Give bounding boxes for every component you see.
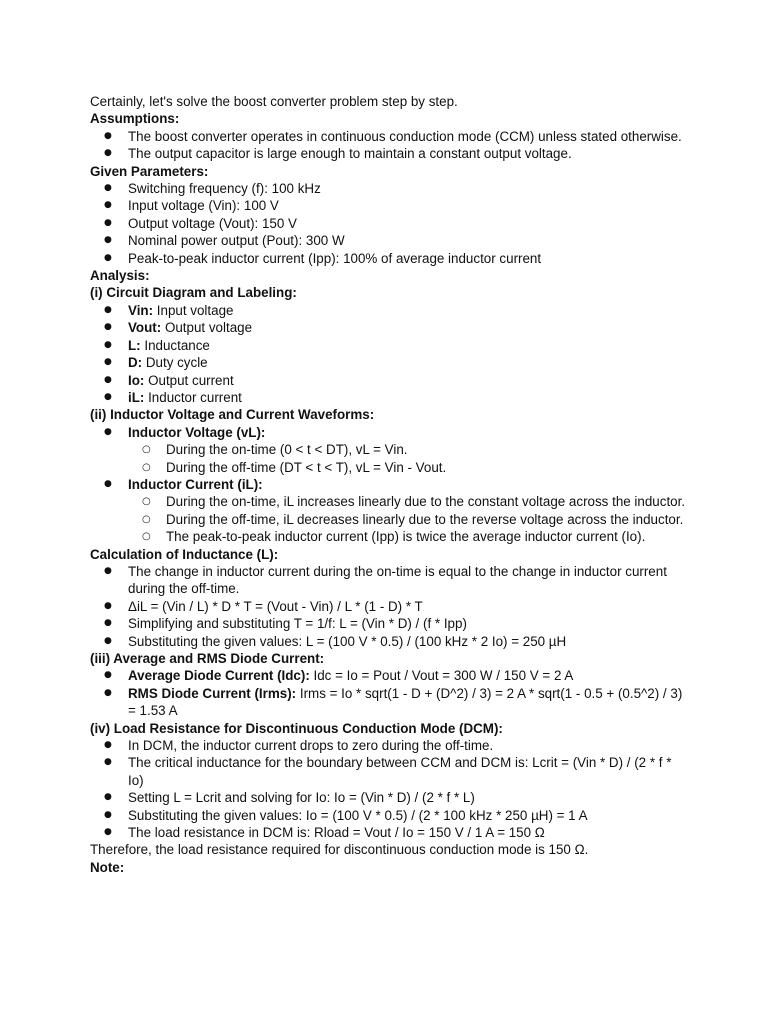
inductor-voltage-label: Inductor Voltage (vL): <box>128 424 266 440</box>
sublist-item: ○ During the on-time, iL increases linearly due to the constant voltage across the inductor. <box>90 493 690 510</box>
assumptions-heading: Assumptions: <box>90 111 180 127</box>
inductor-voltage-sublist <box>128 441 690 476</box>
list-item: ● Simplifying and substituting T = 1/f: L = (Vin * D) / (f * Ipp) <box>90 615 690 632</box>
given-parameters-heading: Given Parameters: <box>90 163 209 179</box>
term: Vin: <box>128 302 154 318</box>
list-item: ● Nominal power output (Pout): 300 W <box>90 232 690 249</box>
list-item <box>90 476 690 546</box>
term-desc: Inductor current <box>144 389 242 405</box>
term: Io: <box>128 372 145 388</box>
given-parameters-list <box>90 180 690 267</box>
intro-text: Certainly, let's solve the boost converter problem step by step. <box>90 94 458 109</box>
term-desc: Inductance <box>140 337 210 353</box>
document-body <box>90 93 690 876</box>
list-item <box>90 685 690 720</box>
sublist-item: ○ The peak-to-peak inductor current (Ipp) is twice the average inductor current (Io). <box>90 528 690 545</box>
list-item <box>90 354 690 371</box>
term-desc: Irms = Io * sqrt(1 - D + (D^2) / 3) = 2 A * sqrt(1 - 0.5 + (0.5^2) / 3) = 1.53 A <box>128 685 683 719</box>
term-desc: Idc = Io = Pout / Vout = 300 W / 150 V = 2 A <box>309 668 574 684</box>
diode-list <box>90 667 690 719</box>
list-item: ● ΔiL = (Vin / L) * D * T = (Vout - Vin) / L * (1 - D) * T <box>90 598 690 615</box>
dcm-list <box>90 737 690 841</box>
list-item: ● The critical inductance for the boundary between CCM and DCM is: Lcrit = (Vin * D) / (2 * f * Io) <box>90 754 690 789</box>
conclusion-text: Therefore, the load resistance required for discontinuous conduction mode is 150 Ω. <box>90 842 589 858</box>
assumptions-list <box>90 128 690 163</box>
term: L: <box>128 337 141 353</box>
inductance-heading: Calculation of Inductance (L): <box>90 546 279 562</box>
note-heading: Note: <box>90 859 125 875</box>
sublist-item: ○ During the off-time, iL decreases linearly due to the reverse voltage across the inductor. <box>90 511 690 528</box>
inductance-list <box>90 563 690 650</box>
list-item <box>90 302 690 319</box>
list-item <box>90 424 690 476</box>
sublist-item: ○ During the off-time (DT < t < T), vL = Vin - Vout. <box>90 459 690 476</box>
list-item: ● The load resistance in DCM is: Rload = Vout / Io = 150 V / 1 A = 150 Ω <box>90 824 690 841</box>
term: RMS Diode Current (Irms): <box>128 685 297 701</box>
circuit-labels-list <box>90 302 690 406</box>
list-item: ● Setting L = Lcrit and solving for Io: Io = (Vin * D) / (2 * f * L) <box>90 789 690 806</box>
list-item: ● Substituting the given values: Io = (100 V * 0.5) / (2 * 100 kHz * 250 µH) = 1 A <box>90 807 690 824</box>
list-item: ● Output voltage (Vout): 150 V <box>90 215 690 232</box>
list-item: ● The output capacitor is large enough to maintain a constant output voltage. <box>90 145 690 162</box>
list-item <box>90 667 690 684</box>
circuit-heading: (i) Circuit Diagram and Labeling: <box>90 285 297 301</box>
analysis-heading: Analysis: <box>90 268 150 284</box>
list-item: ● The boost converter operates in continuous conduction mode (CCM) unless stated otherwise. <box>90 128 690 145</box>
list-item: ● Switching frequency (f): 100 kHz <box>90 180 690 197</box>
term: Vout: <box>128 320 162 336</box>
list-item <box>90 389 690 406</box>
term: Average Diode Current (Idc): <box>128 668 310 684</box>
diode-heading: (iii) Average and RMS Diode Current: <box>90 651 325 666</box>
list-item: ● In DCM, the inductor current drops to zero during the off-time. <box>90 737 690 754</box>
list-item <box>90 372 690 389</box>
inductor-current-label: Inductor Current (iL): <box>128 476 263 492</box>
term: D: <box>128 355 143 371</box>
term-desc: Output voltage <box>161 320 253 336</box>
term-desc: Duty cycle <box>142 355 208 371</box>
list-item: ● The change in inductor current during the on-time is equal to the change in inductor current during the off-time. <box>90 563 690 598</box>
list-item: ● Substituting the given values: L = (100 V * 0.5) / (100 kHz * 2 Io) = 250 µH <box>90 633 690 650</box>
dcm-heading: (iv) Load Resistance for Discontinuous Conduction Mode (DCM): <box>90 720 503 736</box>
term: iL: <box>128 389 145 405</box>
waveforms-list <box>90 424 690 546</box>
list-item: ● Peak-to-peak inductor current (Ipp): 100% of average inductor current <box>90 250 690 267</box>
list-item <box>90 319 690 336</box>
waveforms-heading: (ii) Inductor Voltage and Current Waveforms: <box>90 407 375 423</box>
list-item <box>90 337 690 354</box>
term-desc: Output current <box>144 372 234 388</box>
inductor-current-sublist <box>128 493 690 545</box>
sublist-item: ○ During the on-time (0 < t < DT), vL = Vin. <box>90 441 690 458</box>
list-item: ● Input voltage (Vin): 100 V <box>90 197 690 214</box>
term-desc: Input voltage <box>153 302 234 318</box>
